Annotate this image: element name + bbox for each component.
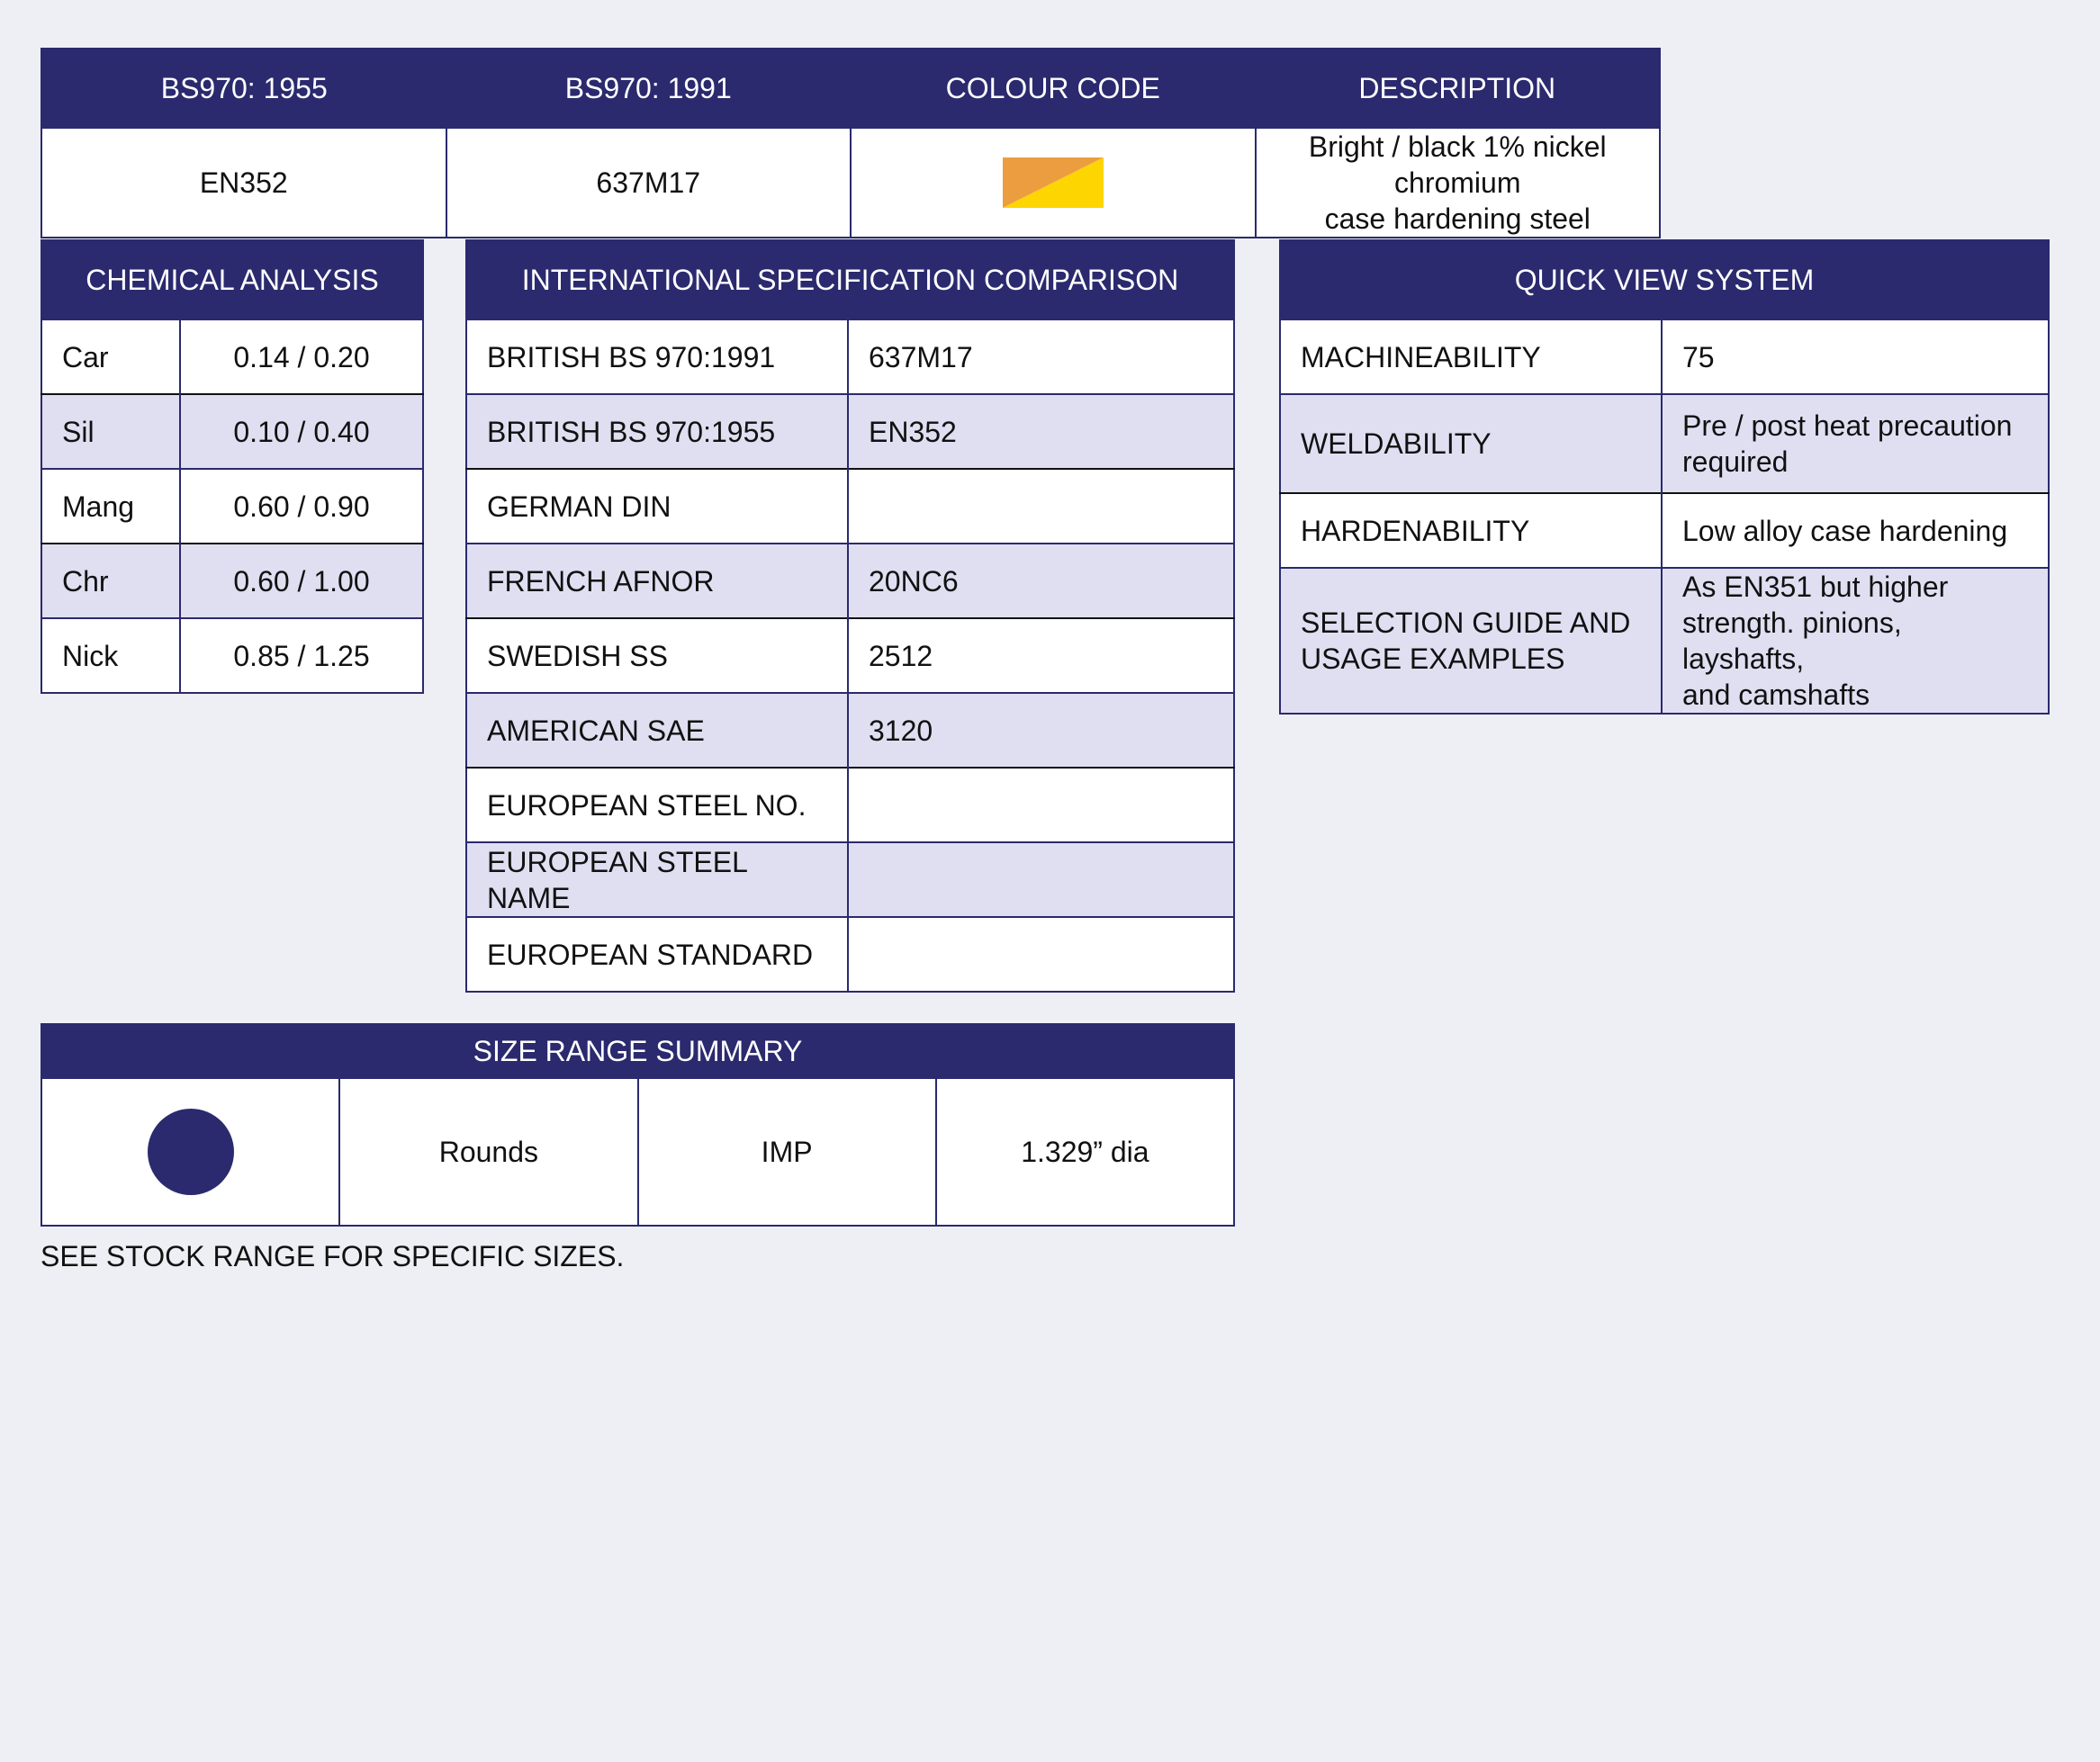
size-value: 1.329” dia <box>936 1078 1234 1226</box>
spec-value: 637M17 <box>848 319 1234 394</box>
spec-label: BRITISH BS 970:1955 <box>466 394 848 469</box>
chem-value: 0.14 / 0.20 <box>180 319 423 394</box>
chem-value: 0.60 / 1.00 <box>180 544 423 618</box>
chemical-analysis-table <box>41 239 424 694</box>
spec-row <box>466 768 1234 842</box>
spec-row <box>466 618 1234 693</box>
chem-element: Sil <box>41 394 180 469</box>
chem-element: Nick <box>41 618 180 693</box>
size-range-title: SIZE RANGE SUMMARY <box>41 1024 1234 1078</box>
selection-value-line-1: As EN351 but higher <box>1682 571 1949 603</box>
header-bs970-1991: BS970: 1991 <box>446 49 852 128</box>
chem-row-car <box>41 319 423 394</box>
stock-range-note: SEE STOCK RANGE FOR SPECIFIC SIZES. <box>41 1240 625 1272</box>
spec-value: 3120 <box>848 693 1234 768</box>
spec-label: EUROPEAN STEEL NO. <box>466 768 848 842</box>
quick-row-machineability <box>1280 319 2049 394</box>
header-colour-code: COLOUR CODE <box>851 49 1256 128</box>
chem-element: Car <box>41 319 180 394</box>
bs970-1991-value: 637M17 <box>446 128 852 238</box>
spec-value <box>848 469 1234 544</box>
quick-view-table <box>1279 239 2050 715</box>
hardenability-value: Low alloy case hardening <box>1662 493 2049 568</box>
hardenability-label: HARDENABILITY <box>1280 493 1662 568</box>
weldability-value <box>1662 394 2049 493</box>
spec-row <box>466 842 1234 917</box>
grade-summary-table <box>41 48 1661 238</box>
quick-row-selection <box>1280 568 2049 714</box>
spec-label: AMERICAN SAE <box>466 693 848 768</box>
quick-row-hardenability <box>1280 493 2049 568</box>
size-range-table <box>41 1023 1235 1227</box>
shape-name: Rounds <box>339 1078 637 1226</box>
round-bar-icon <box>148 1109 234 1195</box>
selection-value <box>1662 568 2049 714</box>
spec-comparison-table <box>465 239 1235 993</box>
colour-code-cell <box>851 128 1256 238</box>
chem-value: 0.60 / 0.90 <box>180 469 423 544</box>
spec-label: SWEDISH SS <box>466 618 848 693</box>
spec-label: EUROPEAN STANDARD <box>466 917 848 992</box>
description-line-1: Bright / black 1% nickel chromium <box>1308 130 1607 199</box>
machineability-label: MACHINEABILITY <box>1280 319 1662 394</box>
selection-label <box>1280 568 1662 714</box>
chem-value: 0.10 / 0.40 <box>180 394 423 469</box>
chem-element: Mang <box>41 469 180 544</box>
description-line-2: case hardening steel <box>1324 202 1591 235</box>
spec-row <box>466 693 1234 768</box>
header-bs970-1955: BS970: 1955 <box>41 49 446 128</box>
spec-row <box>466 469 1234 544</box>
spec-label: FRENCH AFNOR <box>466 544 848 618</box>
weldability-label: WELDABILITY <box>1280 394 1662 493</box>
chem-value: 0.85 / 1.25 <box>180 618 423 693</box>
spec-row <box>466 917 1234 992</box>
chem-element: Chr <box>41 544 180 618</box>
spec-row <box>466 394 1234 469</box>
shape-cell <box>41 1078 339 1226</box>
spec-value <box>848 768 1234 842</box>
selection-value-line-2: strength. pinions, layshafts, <box>1682 607 1902 675</box>
machineability-value: 75 <box>1662 319 2049 394</box>
description-cell <box>1256 128 1661 238</box>
chem-row-chr <box>41 544 423 618</box>
spec-value: 2512 <box>848 618 1234 693</box>
size-range-row <box>41 1078 1234 1226</box>
selection-label-line-2: USAGE EXAMPLES <box>1301 643 1565 675</box>
chem-row-mang <box>41 469 423 544</box>
grade-summary-header-row <box>41 49 1660 128</box>
quick-view-title: QUICK VIEW SYSTEM <box>1280 240 2049 319</box>
spec-comparison-title: INTERNATIONAL SPECIFICATION COMPARISON <box>466 240 1234 319</box>
chemical-analysis-title: CHEMICAL ANALYSIS <box>41 240 423 319</box>
spec-value <box>848 917 1234 992</box>
spec-value <box>848 842 1234 917</box>
spec-row <box>466 544 1234 618</box>
bs970-1955-value: EN352 <box>41 128 446 238</box>
header-description: DESCRIPTION <box>1256 49 1661 128</box>
spec-value: EN352 <box>848 394 1234 469</box>
spec-row <box>466 319 1234 394</box>
colour-code-swatch <box>1003 157 1104 208</box>
spec-label: GERMAN DIN <box>466 469 848 544</box>
weldability-value-line-2: required <box>1682 445 1789 478</box>
chem-row-nick <box>41 618 423 693</box>
spec-value: 20NC6 <box>848 544 1234 618</box>
grade-summary-row <box>41 128 1660 238</box>
spec-label: EUROPEAN STEEL NAME <box>466 842 848 917</box>
spec-label: BRITISH BS 970:1991 <box>466 319 848 394</box>
chem-row-sil <box>41 394 423 469</box>
quick-row-weldability <box>1280 394 2049 493</box>
selection-value-line-3: and camshafts <box>1682 679 1870 711</box>
unit-system: IMP <box>638 1078 936 1226</box>
weldability-value-line-1: Pre / post heat precaution <box>1682 409 2013 442</box>
selection-label-line-1: SELECTION GUIDE AND <box>1301 607 1631 639</box>
